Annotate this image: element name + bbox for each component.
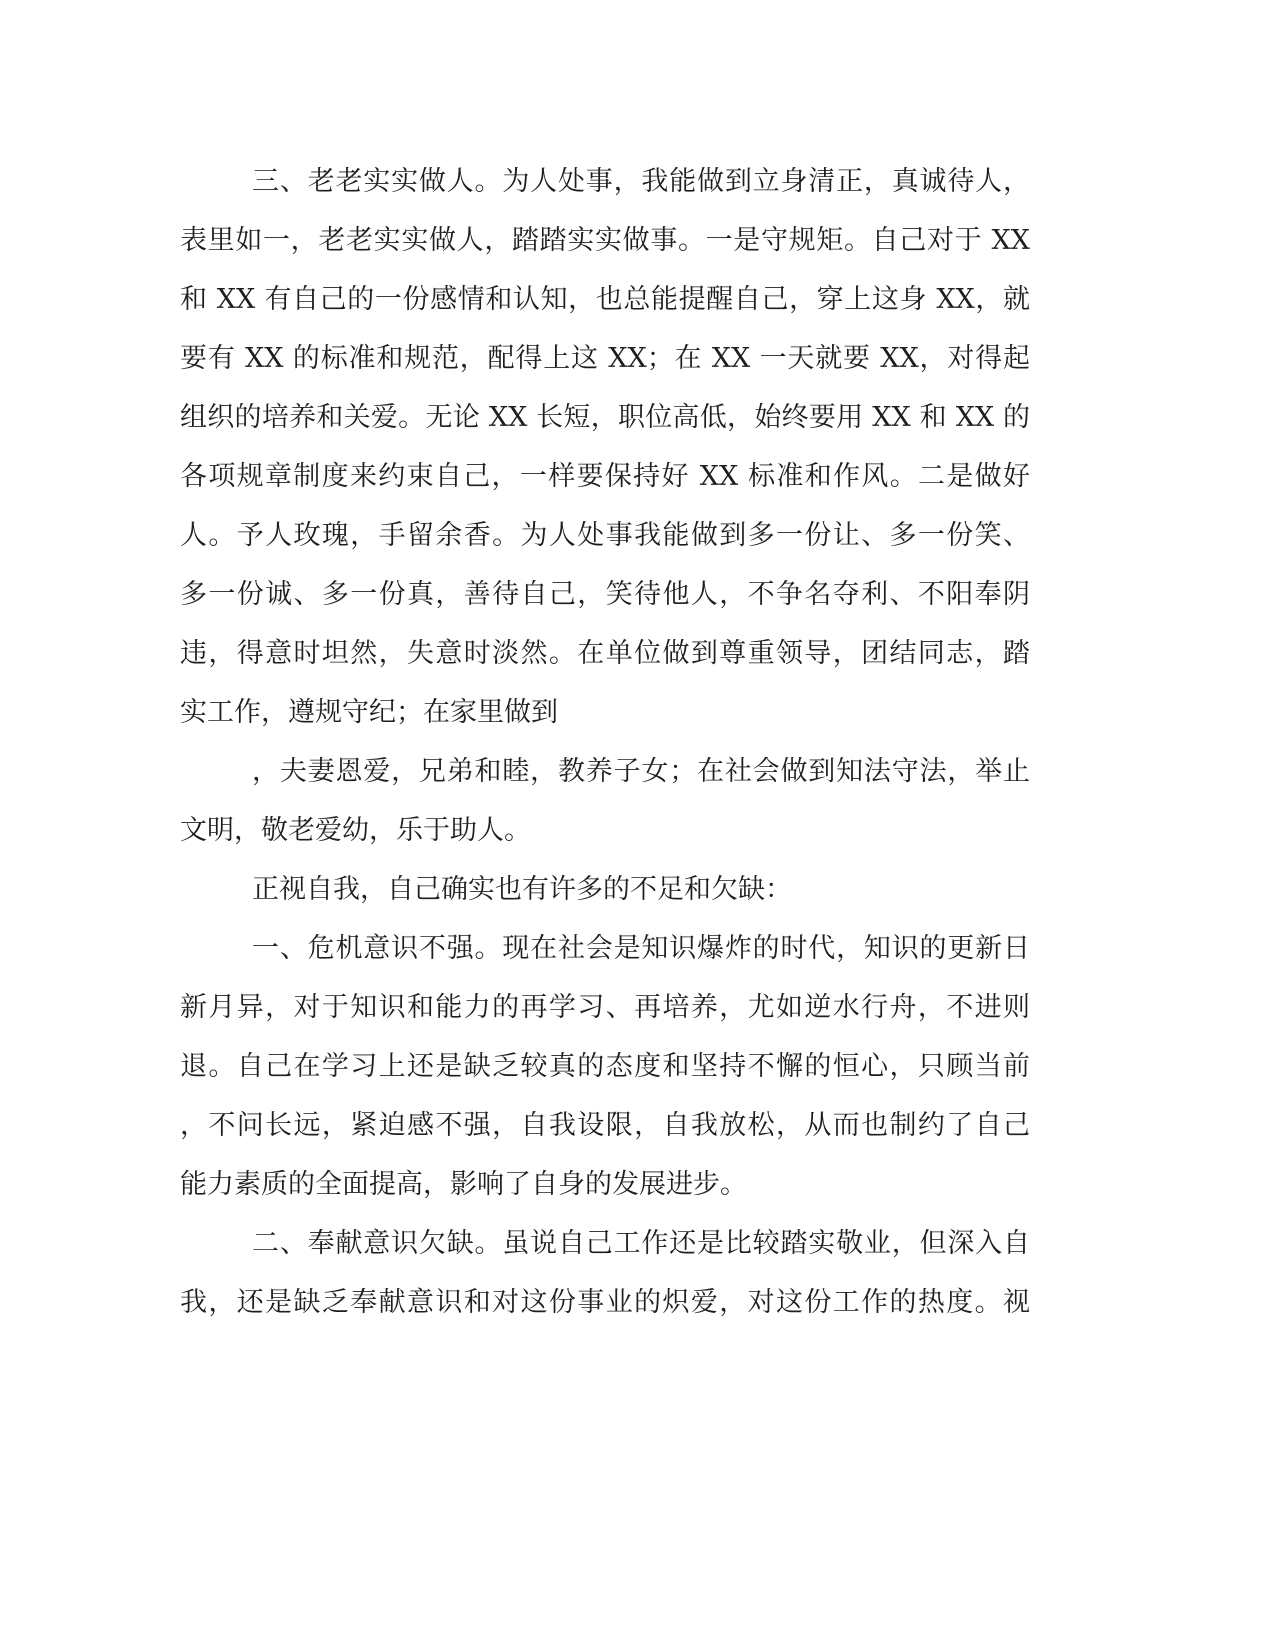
text-line: 要有 XX 的标准和规范，配得上这 XX；在 XX 一天就要 XX，对得起 xyxy=(180,343,1030,374)
text-line: 人。予人玫瑰，手留余香。为人处事我能做到多一份让、多一份笑、 xyxy=(180,520,1030,551)
text-line: 文明，敬老爱幼，乐于助人。 xyxy=(180,815,531,846)
text-line: ，夫妻恩爱，兄弟和睦，教养子女；在社会做到知法守法，举止 xyxy=(252,756,1030,787)
text-line: 退。自己在学习上还是缺乏较真的态度和坚持不懈的恒心，只顾当前 xyxy=(180,1051,1030,1082)
text-line: 一、危机意识不强。现在社会是知识爆炸的时代，知识的更新日 xyxy=(252,933,1030,964)
text-line: 三、老老实实做人。为人处事，我能做到立身清正，真诚待人， xyxy=(252,166,1030,197)
text-line: 和 XX 有自己的一份感情和认知，也总能提醒自己，穿上这身 XX，就 xyxy=(180,284,1030,315)
text-line: 二、奉献意识欠缺。虽说自己工作还是比较踏实敬业，但深入自 xyxy=(252,1228,1030,1259)
text-line: 实工作，遵规守纪；在家里做到 xyxy=(180,697,558,728)
text-line: 组织的培养和关爱。无论 XX 长短，职位高低，始终要用 XX 和 XX 的 xyxy=(180,402,1030,433)
text-line: 正视自我，自己确实也有许多的不足和欠缺： xyxy=(252,874,792,905)
text-line: ，不问长远，紧迫感不强，自我设限，自我放松，从而也制约了自己 xyxy=(180,1110,1030,1141)
text-line: 我，还是缺乏奉献意识和对这份事业的炽爱，对这份工作的热度。视 xyxy=(180,1287,1030,1318)
text-line: 多一份诚、多一份真，善待自己，笑待他人，不争名夺利、不阳奉阴 xyxy=(180,579,1030,610)
text-line: 新月异，对于知识和能力的再学习、再培养，尤如逆水行舟，不进则 xyxy=(180,992,1030,1023)
document-body xyxy=(180,152,1030,1332)
text-line: 违，得意时坦然，失意时淡然。在单位做到尊重领导，团结同志，踏 xyxy=(180,638,1030,669)
text-line: 各项规章制度来约束自己，一样要保持好 XX 标准和作风。二是做好 xyxy=(180,461,1030,492)
text-line: 表里如一，老老实实做人，踏踏实实做事。一是守规矩。自己对于 XX xyxy=(180,225,1030,256)
text-line: 能力素质的全面提高，影响了自身的发展进步。 xyxy=(180,1169,747,1200)
